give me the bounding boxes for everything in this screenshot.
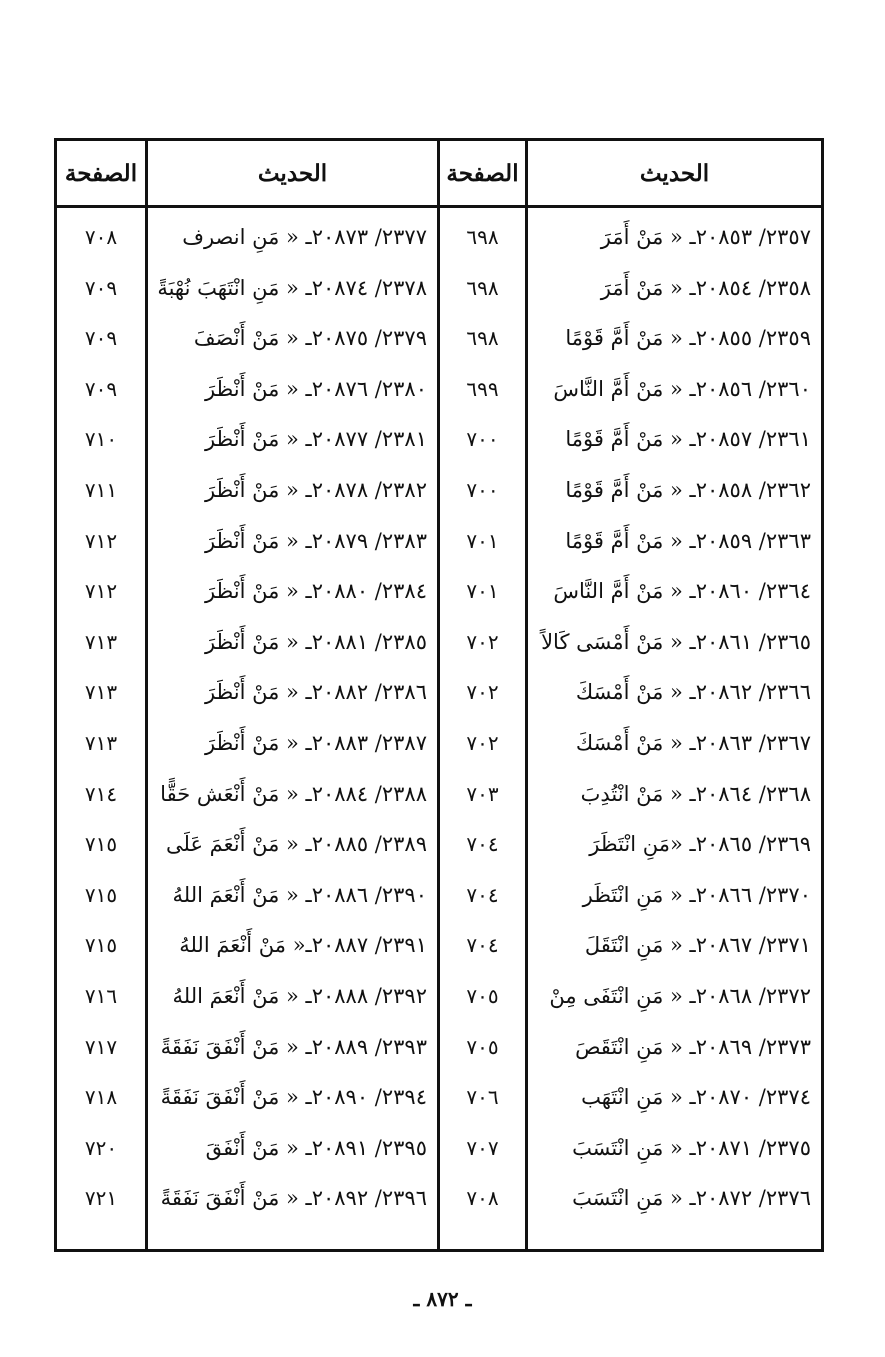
page-number: ٧٠٩: [84, 326, 118, 351]
header-left-hadith: الحديث: [257, 159, 328, 187]
table-row: [57, 313, 821, 363]
page-number: ٧٠٨: [84, 225, 118, 249]
hadith-entry: ٢٣٧٤/ ٢٠٨٧٠ـ « مَنِ انْتَهَب: [581, 1085, 811, 1110]
table-row: [57, 516, 821, 566]
page-number: ٧٠٥: [466, 984, 499, 1008]
hadith-entry: ٢٣٩١/ ٢٠٨٨٧ـ« مَنْ أَنْعَمَ اللهُ: [179, 933, 427, 958]
page-number: ٧٠٦: [466, 1085, 499, 1110]
table-row: [57, 920, 821, 970]
header-divider: [57, 205, 821, 208]
hadith-entry: ٢٣٨٣/ ٢٠٨٧٩ـ « مَنْ أَنْظَرَ: [204, 528, 427, 553]
page-number: ٧٠٤: [466, 933, 499, 958]
hadith-entry: ٢٣٩٠/ ٢٠٨٨٦ـ « مَنْ أَنْعَمَ اللهُ: [172, 882, 427, 907]
page-number: ٦٩٨: [466, 326, 499, 351]
hadith-entry: ٢٣٦٦/ ٢٠٨٦٢ـ « مَنْ أَمْسَكَ: [575, 680, 811, 705]
table-row: [57, 212, 821, 262]
page-number: ٧٠٢: [466, 731, 499, 755]
hadith-entry: ٢٣٨٩/ ٢٠٨٨٥ـ « مَنْ أَنْعَمَ عَلَى: [165, 832, 427, 857]
hadith-entry: ٢٣٩٣/ ٢٠٨٨٩ـ « مَنْ أَنْفَقَ نَفَقَةً: [160, 1034, 427, 1059]
page-number: ٦٩٩: [466, 376, 499, 401]
page-number: ٧١٣: [84, 680, 118, 705]
header-right-hadith: الحديث: [639, 159, 710, 187]
hadith-entry: ٢٣٦٣/ ٢٠٨٥٩ـ « مَنْ أَمَّ قَوْمًا: [565, 528, 811, 553]
page-number: ٧٠٣: [466, 781, 499, 806]
page-number: ٧١٢: [84, 528, 118, 553]
page-number: ٧٠٧: [466, 1135, 499, 1160]
page-number: ٧٠٠: [466, 478, 499, 502]
hadith-entry: ٢٣٩٤/ ٢٠٨٩٠ـ « مَنْ أَنْفَقَ نَفَقَةً: [160, 1085, 427, 1110]
page-number: ٧٠٠: [466, 427, 499, 452]
page-number: ٧٢٠: [84, 1135, 118, 1160]
hadith-entry: ٢٣٥٧/ ٢٠٨٥٣ـ « مَنْ أَمَرَ: [600, 225, 811, 249]
page-number: ٧٠٢: [466, 629, 499, 654]
table-row: [57, 566, 821, 616]
hadith-entry: ٢٣٧١/ ٢٠٨٦٧ـ « مَنِ انْتَقَلَ: [584, 933, 811, 958]
page-number: ٧١٧: [84, 1034, 118, 1059]
footer-page-number: ـ ٨٧٢ ـ: [413, 1287, 472, 1311]
table-row: [57, 667, 821, 717]
hadith-entry: ٢٣٥٩/ ٢٠٨٥٥ـ « مَنْ أَمَّ قَوْمًا: [565, 326, 811, 351]
table-row: [57, 971, 821, 1021]
hadith-entry: ٢٣٨٧/ ٢٠٨٨٣ـ « مَنْ أَنْظَرَ: [204, 731, 427, 755]
page-number: ٧٢١: [84, 1186, 118, 1211]
page-number: ٧٠١: [466, 528, 499, 553]
page-number: ٧٠١: [466, 579, 499, 604]
hadith-entry: ٢٣٦٨/ ٢٠٨٦٤ـ « مَنْ انْتُدِبَ: [580, 781, 811, 806]
table-row: [57, 465, 821, 515]
hadith-index-table: [54, 138, 824, 1252]
page-number: ٦٩٨: [466, 225, 499, 249]
header-right-page: الصفحة: [446, 159, 519, 187]
page-number: ٧١٥: [84, 933, 118, 958]
table-row: [57, 870, 821, 920]
hadith-entry: ٢٣٧٩/ ٢٠٨٧٥ـ « مَنْ أَنْصَفَ: [193, 326, 427, 351]
hadith-entry: ٢٣٨٤/ ٢٠٨٨٠ـ « مَنْ أَنْظَرَ: [204, 579, 427, 604]
page-number: ٧١٣: [84, 629, 118, 654]
hadith-entry: ٢٣٥٨/ ٢٠٨٥٤ـ « مَنْ أَمَرَ: [600, 275, 811, 300]
page-number: ٧٠٥: [466, 1034, 499, 1059]
page-number: ٧١٣: [84, 731, 118, 755]
header-left-page: الصفحة: [64, 159, 138, 187]
table-row: [57, 1072, 821, 1122]
hadith-entry: ٢٣٦٥/ ٢٠٨٦١ـ « مَنْ أَمْسَى كَالاً: [541, 629, 811, 654]
hadith-entry: ٢٣٨٦/ ٢٠٨٨٢ـ « مَنْ أَنْظَرَ: [204, 680, 427, 705]
page-number: ٧٠٢: [466, 680, 499, 705]
table-row: [57, 617, 821, 667]
table-row: [57, 718, 821, 768]
page-number: ٧١٢: [84, 579, 118, 604]
page-number: ٧١٤: [84, 781, 118, 806]
hadith-entry: ٢٣٦٧/ ٢٠٨٦٣ـ « مَنْ أَمْسَكَ: [575, 731, 811, 755]
page-number: ٧١١: [84, 478, 118, 502]
hadith-entry: ٢٣٧٦/ ٢٠٨٧٢ـ « مَنِ انْتَسَبَ: [572, 1186, 811, 1211]
table-row: [57, 1123, 821, 1173]
hadith-entry: ٢٣٧٧/ ٢٠٨٧٣ـ « مَنِ انصرف: [182, 225, 427, 249]
hadith-entry: ٢٣٦٩/ ٢٠٨٦٥ـ «مَنِ انْتَظَرَ: [589, 832, 811, 857]
hadith-entry: ٢٣٨٨/ ٢٠٨٨٤ـ « مَنْ أَنْعَش حَقًّا: [160, 781, 427, 806]
page-number: ٧٠٤: [466, 882, 499, 907]
hadith-entry: ٢٣٩٢/ ٢٠٨٨٨ـ « مَنْ أَنْعَمَ اللهُ: [172, 984, 427, 1008]
page-number: ٧٠٤: [466, 832, 499, 857]
page-number: ٧١٥: [84, 882, 118, 907]
hadith-entry: ٢٣٨٠/ ٢٠٨٧٦ـ « مَنْ أَنْظَرَ: [204, 376, 427, 401]
table-row: [57, 1022, 821, 1072]
hadith-entry: ٢٣٧٥/ ٢٠٨٧١ـ « مَنِ انْتَسَبَ: [572, 1135, 811, 1160]
page-number: ٧٠٩: [84, 275, 118, 300]
table-row: [57, 1173, 821, 1223]
page-number: ٧١٨: [84, 1085, 118, 1110]
page-number: ٧٠٨: [466, 1186, 499, 1211]
page-number: ٧١٥: [84, 832, 118, 857]
page-number: ٦٩٨: [466, 275, 499, 300]
hadith-entry: ٢٣٨١/ ٢٠٨٧٧ـ « مَنْ أَنْظَرَ: [204, 427, 427, 452]
table-row: [57, 364, 821, 414]
hadith-entry: ٢٣٧٢/ ٢٠٨٦٨ـ « مَنِ انْتَفَى مِنْ: [549, 984, 811, 1008]
hadith-entry: ٢٣٨٥/ ٢٠٨٨١ـ « مَنْ أَنْظَرَ: [204, 629, 427, 654]
table-row: [57, 769, 821, 819]
hadith-entry: ٢٣٦١/ ٢٠٨٥٧ـ « مَنْ أَمَّ قَوْمًا: [565, 427, 811, 452]
hadith-entry: ٢٣٧٣/ ٢٠٨٦٩ـ « مَنِ انْتَقَصَ: [575, 1034, 811, 1059]
hadith-entry: ٢٣٧٨/ ٢٠٨٧٤ـ « مَنِ انْتَهَبَ نُهْبَةً: [157, 275, 427, 300]
table-row: [57, 414, 821, 464]
hadith-entry: ٢٣٩٦/ ٢٠٨٩٢ـ « مَنْ أَنْفَقَ نَفَقَةً: [160, 1186, 427, 1211]
page-number: ٧١٠: [84, 427, 118, 452]
page-number: ٧١٦: [84, 984, 118, 1008]
hadith-entry: ٢٣٩٥/ ٢٠٨٩١ـ « مَنْ أَنْفَقَ: [205, 1135, 427, 1160]
hadith-entry: ٢٣٦٤/ ٢٠٨٦٠ـ « مَنْ أَمَّ النَّاسَ: [553, 579, 811, 604]
hadith-entry: ٢٣٦٠/ ٢٠٨٥٦ـ « مَنْ أَمَّ النَّاسَ: [553, 376, 811, 401]
hadith-entry: ٢٣٨٢/ ٢٠٨٧٨ـ « مَنْ أَنْظَرَ: [204, 478, 427, 502]
page-number: ٧٠٩: [84, 376, 118, 401]
table-row: [57, 263, 821, 313]
hadith-entry: ٢٣٦٢/ ٢٠٨٥٨ـ « مَنْ أَمَّ قَوْمًا: [565, 478, 811, 502]
table-row: [57, 819, 821, 869]
hadith-entry: ٢٣٧٠/ ٢٠٨٦٦ـ « مَنِ انْتَظَر: [582, 882, 811, 907]
